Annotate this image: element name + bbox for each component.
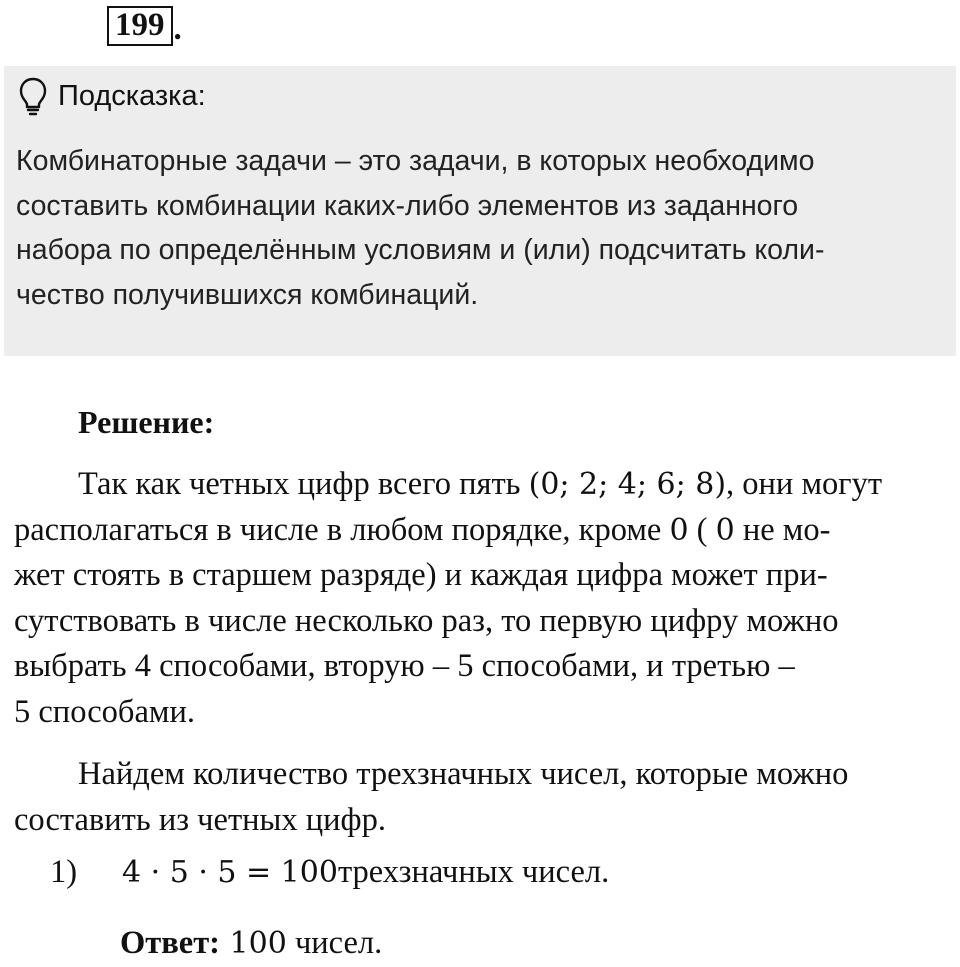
answer — [120, 925, 382, 962]
paragraph-line: Найдем количество трехзначных чисел, которые можно — [78, 756, 849, 792]
hint-line: Комбинаторные задачи – это задачи, в которых необходимо — [16, 145, 815, 177]
step-expression: 4 · 5 · 5 = 100 — [122, 855, 338, 890]
hint-line: чество получившихся комбинаций. — [16, 278, 479, 311]
text-fragment: , они могут — [726, 466, 883, 502]
solution-paragraph-1 — [14, 462, 944, 735]
task-number — [107, 6, 182, 46]
paragraph-line: 5 способами. — [14, 693, 195, 730]
paragraph-line — [14, 508, 944, 554]
text-fragment: Так как четных цифр всего пять — [78, 466, 529, 502]
step-number: 1) — [50, 854, 78, 890]
hint-line: набора по определённым условиям и (или) подсчитать коли- — [16, 234, 825, 266]
lightbulb-icon — [18, 76, 48, 116]
paragraph-line: жет стоять в старшем разряде) и каждая цифра может при- — [14, 557, 828, 593]
digit-zero: 0 — [669, 512, 689, 548]
answer-value: 100 — [220, 926, 287, 961]
hint-text — [16, 139, 946, 317]
solution-paragraph-2 — [14, 752, 944, 843]
text-fragment: располагаться в числе в любом порядке, кроме — [14, 511, 670, 548]
answer-label: Ответ: — [120, 925, 221, 961]
hint-title: Подсказка: — [58, 79, 206, 112]
solution-step-1 — [50, 854, 609, 891]
paragraph-line: составить из четных цифр. — [14, 801, 386, 838]
hint-header — [18, 76, 206, 116]
hint-line: составить комбинации каких-либо элементов из заданного — [16, 189, 799, 222]
even-digits-set: (0; 2; 4; 6; 8) — [528, 467, 727, 502]
paragraph-line: сутствовать в числе несколько раз, то первую цифру можно — [14, 602, 839, 639]
solution-title: Решение: — [78, 404, 215, 440]
step-text: трехзначных чисел. — [337, 854, 610, 890]
paragraph-line — [14, 462, 944, 508]
digit-zero: 0 — [715, 512, 735, 548]
task-number-box: 199 — [107, 6, 173, 46]
text-fragment: не мо- — [734, 511, 831, 548]
answer-unit: чисел. — [286, 925, 383, 961]
text-fragment: ( — [688, 511, 716, 548]
hint-box — [4, 66, 956, 356]
task-number-dot: . — [173, 11, 182, 47]
paragraph-line: выбрать 4 способами, вторую – 5 способами, и третью – — [14, 648, 795, 684]
